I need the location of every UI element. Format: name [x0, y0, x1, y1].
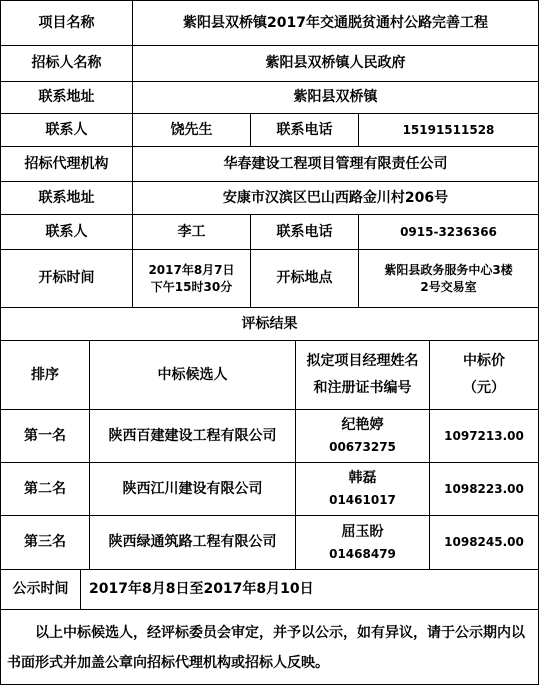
tenderer-name: 紫阳县双桥镇人民政府	[132, 45, 539, 82]
header-price-line2: （元）	[463, 380, 505, 396]
result-price-2: 1098223.00	[429, 462, 539, 516]
result-company-2: 陕西江川建设有限公司	[89, 462, 296, 516]
project-name: 紫阳县双桥镇2017年交通脱贫通村公路完善工程	[132, 0, 539, 46]
notice-cell	[0, 609, 539, 685]
tenderer-contact: 饶先生	[132, 113, 251, 147]
agency-name-label: 招标代理机构	[0, 146, 133, 182]
publicity-label: 公示时间	[0, 569, 81, 610]
agency-contact: 李工	[132, 214, 251, 250]
result-company-1: 陕西百建建设工程有限公司	[89, 409, 296, 463]
opening-place	[358, 249, 539, 308]
opening-time-label: 开标时间	[0, 249, 133, 308]
opening-date: 2017年8月7日	[148, 263, 235, 278]
header-manager-line2: 和注册证书编号	[313, 380, 412, 396]
result-rank-1: 第一名	[0, 409, 90, 463]
publicity-period: 2017年8月8日至2017年8月10日	[80, 569, 539, 610]
tenderer-address: 紫阳县双桥镇	[132, 81, 539, 114]
tenderer-name-label: 招标人名称	[0, 45, 133, 82]
agency-phone: 0915-3236366	[358, 214, 539, 250]
manager-cert: 01461017	[329, 493, 396, 508]
result-rank-3: 第三名	[0, 515, 90, 570]
manager-name: 韩磊	[348, 470, 377, 487]
notice-text: 以上中标候选人，经评标委员会审定，并予以公示，如有异议，请于公示期内以书面形式并加盖公章向招标代理机构或招标人反映。	[7, 625, 525, 671]
results-title: 评标结果	[0, 307, 539, 341]
tenderer-address-label: 联系地址	[0, 81, 133, 114]
result-price-3: 1098245.00	[429, 515, 539, 570]
project-name-label: 项目名称	[0, 0, 133, 46]
opening-place-line1: 紫阳县政务服务中心3楼	[384, 263, 513, 278]
manager-cert: 01468479	[329, 546, 396, 561]
tenderer-phone-label: 联系电话	[250, 113, 359, 147]
tenderer-phone: 15191511528	[358, 113, 539, 147]
opening-place-line2: 2号交易室	[420, 279, 477, 294]
result-price-1: 1097213.00	[429, 409, 539, 463]
agency-phone-label: 联系电话	[250, 214, 359, 250]
header-candidate: 中标候选人	[89, 340, 296, 410]
agency-contact-label: 联系人	[0, 214, 133, 250]
header-price-line1: 中标价	[463, 353, 505, 370]
tenderer-contact-label: 联系人	[0, 113, 133, 147]
opening-time	[132, 249, 251, 308]
manager-cert: 00673275	[329, 440, 396, 455]
manager-name: 纪艳婷	[341, 417, 384, 434]
opening-hour: 下午15时30分	[150, 279, 233, 294]
result-company-3: 陕西绿通筑路工程有限公司	[89, 515, 296, 570]
header-price	[429, 340, 539, 410]
agency-address: 安康市汉滨区巴山西路金川村206号	[132, 181, 539, 215]
agency-address-label: 联系地址	[0, 181, 133, 215]
header-manager	[295, 340, 430, 410]
opening-place-label: 开标地点	[250, 249, 359, 308]
result-manager-3	[295, 515, 430, 570]
manager-name: 屈玉盼	[341, 523, 384, 540]
header-manager-line1: 拟定项目经理姓名	[306, 353, 419, 370]
agency-name: 华春建设工程项目管理有限责任公司	[132, 146, 539, 182]
result-manager-2	[295, 462, 430, 516]
result-rank-2: 第二名	[0, 462, 90, 516]
header-rank: 排序	[0, 340, 90, 410]
result-manager-1	[295, 409, 430, 463]
